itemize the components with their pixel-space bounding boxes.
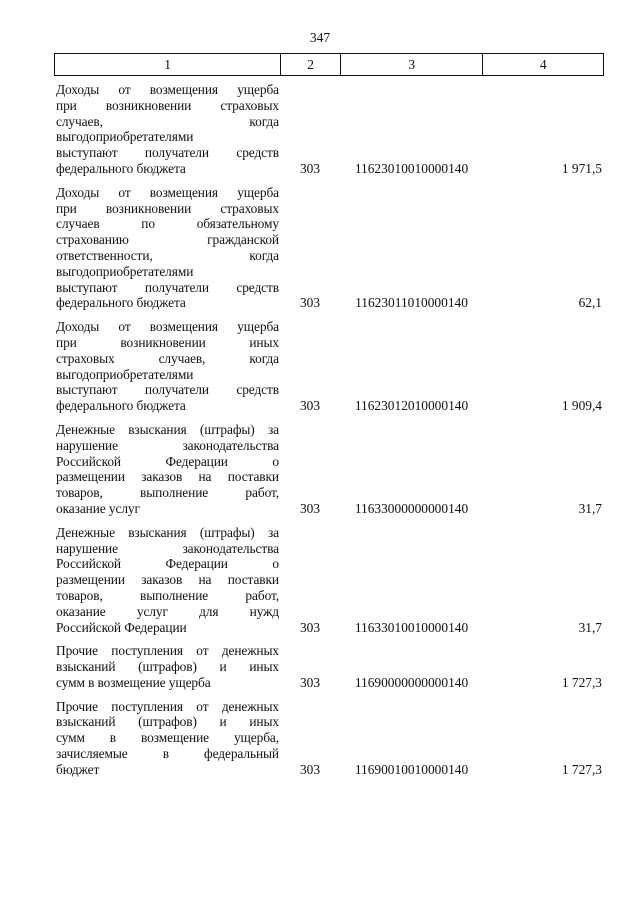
page-number: 347 bbox=[309, 30, 331, 45]
description-line: выгодоприобретателями bbox=[56, 263, 194, 279]
description-line: взысканий (штрафов) и иных bbox=[56, 659, 279, 675]
description-line: зачисляемые в федеральный bbox=[56, 746, 279, 762]
row-budget-code: 11623012010000140 bbox=[354, 398, 469, 414]
description-line: выступают получатели средств bbox=[56, 279, 279, 295]
row-description bbox=[56, 319, 279, 414]
description-line: Прочие поступления от денежных bbox=[56, 643, 279, 659]
description-line: Доходы от возмещения ущерба bbox=[56, 82, 279, 97]
row-description bbox=[56, 643, 279, 690]
table-row bbox=[56, 319, 602, 414]
row-amount: 1 727,3 bbox=[561, 761, 602, 777]
row-description bbox=[56, 422, 279, 517]
description-line: федерального бюджета bbox=[56, 398, 186, 414]
description-line: нарушение законодательства bbox=[56, 540, 279, 556]
description-line: нарушение законодательства bbox=[56, 437, 279, 453]
row-amount: 1 909,4 bbox=[561, 398, 602, 414]
description-line: при возникновении страховых bbox=[56, 97, 279, 113]
description-line: выгодоприобретателями bbox=[56, 129, 194, 145]
row-budget-code: 11623010010000140 bbox=[354, 160, 469, 176]
header-col-2: 2 bbox=[281, 54, 341, 75]
row-budget-code: 11633010010000140 bbox=[354, 619, 469, 635]
description-line: сумм в возмещение ущерба bbox=[56, 674, 211, 690]
row-description bbox=[56, 82, 279, 177]
table-row bbox=[56, 643, 602, 690]
description-line: выступают получатели средств bbox=[56, 145, 279, 161]
description-line: сумм в возмещение ущерба, bbox=[56, 730, 279, 746]
header-col-4: 4 bbox=[539, 57, 547, 72]
description-line: размещении заказов на поставки bbox=[56, 572, 279, 588]
row-admin-code: 303 bbox=[299, 674, 321, 690]
row-amount: 1 971,5 bbox=[561, 160, 602, 176]
table-row bbox=[56, 699, 602, 778]
description-line: выгодоприобретателями bbox=[56, 366, 194, 382]
description-line: оказание услуг для нужд bbox=[56, 603, 279, 619]
row-admin-code: 303 bbox=[299, 295, 321, 311]
row-budget-code: 11633000000000140 bbox=[354, 500, 469, 516]
description-line: Российской Федерации bbox=[56, 619, 187, 635]
description-line: товаров, выполнение работ, bbox=[56, 485, 279, 501]
description-line: Доходы от возмещения ущерба bbox=[56, 319, 279, 335]
description-line: при возникновении страховых bbox=[56, 200, 279, 216]
description-line: федерального бюджета bbox=[56, 295, 186, 311]
row-admin-code: 303 bbox=[299, 500, 321, 516]
table-row bbox=[56, 525, 602, 636]
row-amount: 31,7 bbox=[578, 619, 602, 635]
description-line: товаров, выполнение работ, bbox=[56, 587, 279, 603]
description-line: Денежные взыскания (штрафы) за bbox=[56, 421, 279, 437]
description-line: Российской Федерации о bbox=[56, 556, 279, 572]
description-line: Доходы от возмещения ущерба bbox=[56, 184, 279, 200]
row-budget-code: 11690010010000140 bbox=[354, 761, 469, 777]
description-line: случаев, когда bbox=[56, 113, 279, 129]
row-amount: 1 727,3 bbox=[561, 674, 602, 690]
description-line: Денежные взыскания (штрафы) за bbox=[56, 524, 279, 540]
row-admin-code: 303 bbox=[299, 160, 321, 176]
row-admin-code: 303 bbox=[299, 761, 321, 777]
header-col-3: 3 bbox=[341, 54, 483, 75]
row-budget-code: 11690000000000140 bbox=[354, 674, 469, 690]
description-line: ответственности, когда bbox=[56, 247, 279, 263]
description-line: оказание услуг bbox=[56, 500, 140, 516]
description-line: страхованию гражданской bbox=[56, 232, 279, 248]
row-description bbox=[56, 185, 279, 311]
table-row bbox=[56, 185, 602, 311]
description-line: взысканий (штрафов) и иных bbox=[56, 714, 279, 730]
row-amount: 31,7 bbox=[578, 500, 602, 516]
table-body bbox=[56, 82, 602, 786]
description-line: Российской Федерации о bbox=[56, 453, 279, 469]
description-line: федерального бюджета bbox=[56, 160, 186, 176]
description-line: размещении заказов на поставки bbox=[56, 469, 279, 485]
row-description bbox=[56, 699, 279, 778]
table-row bbox=[56, 82, 602, 177]
description-line: случаев по обязательному bbox=[56, 216, 279, 232]
row-amount: 62,1 bbox=[578, 295, 602, 311]
description-line: при возникновении иных bbox=[56, 334, 279, 350]
description-line: Прочие поступления от денежных bbox=[56, 698, 279, 714]
row-budget-code: 11623011010000140 bbox=[355, 295, 468, 311]
row-admin-code: 303 bbox=[299, 619, 321, 635]
table-header bbox=[54, 53, 604, 76]
description-line: выступают получатели средств bbox=[56, 382, 279, 398]
row-description bbox=[56, 525, 279, 636]
header-col-1: 1 bbox=[55, 54, 281, 75]
description-line: бюджет bbox=[56, 761, 100, 777]
table-row bbox=[56, 422, 602, 517]
row-admin-code: 303 bbox=[299, 398, 321, 414]
description-line: страховых случаев, когда bbox=[56, 350, 279, 366]
